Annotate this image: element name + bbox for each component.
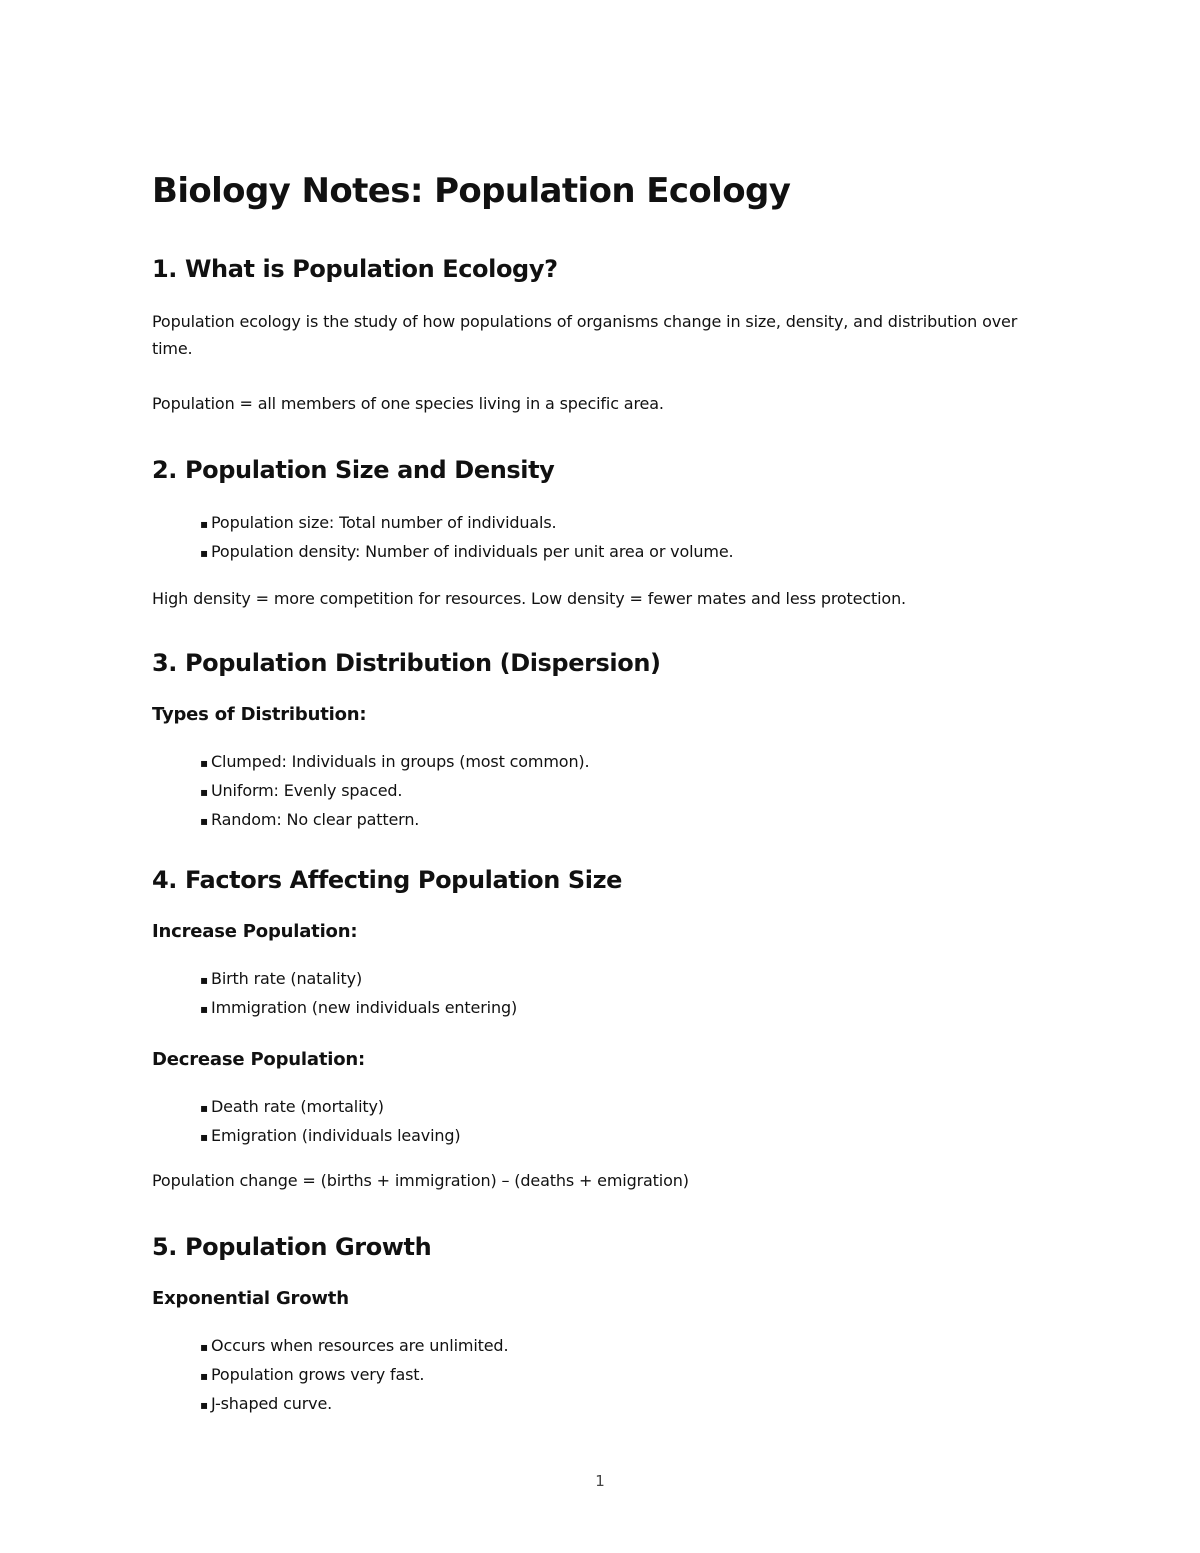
list-item	[200, 1332, 1052, 1361]
subsection-heading: Increase Population:	[152, 921, 358, 942]
bullet-icon: ▪	[200, 973, 208, 987]
list-item	[200, 538, 1052, 567]
list-item-text: Random: No clear pattern.	[211, 810, 420, 829]
bullet-icon: ▪	[200, 1369, 208, 1383]
list-item	[200, 965, 1052, 994]
list-item-text: Death rate (mortality)	[211, 1097, 384, 1116]
subsection-heading: Types of Distribution:	[152, 704, 367, 725]
paragraph: Population change = (births + immigration) – (deaths + emigration)	[152, 1171, 689, 1190]
bullet-list	[152, 1332, 1052, 1419]
list-item-text: J-shaped curve.	[211, 1394, 333, 1413]
list-item-text: Clumped: Individuals in groups (most common).	[211, 752, 590, 771]
list-item	[200, 806, 1052, 835]
subsection-heading: Exponential Growth	[152, 1288, 349, 1309]
section-heading: 2. Population Size and Density	[152, 456, 555, 484]
bullet-icon: ▪	[200, 756, 208, 770]
list-item-text: Immigration (new individuals entering)	[211, 998, 518, 1017]
list-item	[200, 1361, 1052, 1390]
bullet-icon: ▪	[200, 1002, 208, 1016]
section-heading: 5. Population Growth	[152, 1233, 432, 1261]
bullet-icon: ▪	[200, 517, 208, 531]
bullet-icon: ▪	[200, 546, 208, 560]
list-item	[200, 1390, 1052, 1419]
bullet-icon: ▪	[200, 1101, 208, 1115]
section-heading: 1. What is Population Ecology?	[152, 255, 558, 283]
section-heading: 3. Population Distribution (Dispersion)	[152, 649, 661, 677]
paragraph: High density = more competition for resources. Low density = fewer mates and less protection.	[152, 589, 906, 608]
list-item	[200, 994, 1052, 1023]
paragraph: Population ecology is the study of how populations of organisms change in size, density, and distribution over time.	[152, 312, 1018, 358]
bullet-icon: ▪	[200, 1398, 208, 1412]
list-item	[200, 777, 1052, 806]
list-item-text: Population size: Total number of individuals.	[211, 513, 557, 532]
bullet-icon: ▪	[200, 1130, 208, 1144]
bullet-list	[152, 965, 1052, 1023]
bullet-icon: ▪	[200, 785, 208, 799]
list-item-text: Population grows very fast.	[211, 1365, 425, 1384]
page-number: 1	[595, 1472, 605, 1490]
bullet-list	[152, 509, 1052, 567]
bullet-list	[152, 1093, 1052, 1151]
document-title: Biology Notes: Population Ecology	[152, 171, 791, 211]
list-item-text: Uniform: Evenly spaced.	[211, 781, 403, 800]
section-heading: 4. Factors Affecting Population Size	[152, 866, 623, 894]
list-item-text: Birth rate (natality)	[211, 969, 363, 988]
subsection-heading: Decrease Population:	[152, 1049, 365, 1070]
paragraph: Population = all members of one species living in a specific area.	[152, 394, 664, 413]
list-item	[200, 1093, 1052, 1122]
bullet-icon: ▪	[200, 1340, 208, 1354]
list-item-text: Population density: Number of individuals per unit area or volume.	[211, 542, 734, 561]
list-item-text: Emigration (individuals leaving)	[211, 1126, 461, 1145]
list-item-text: Occurs when resources are unlimited.	[211, 1336, 509, 1355]
list-item	[200, 1122, 1052, 1151]
list-item	[200, 748, 1052, 777]
document-body	[152, 168, 1052, 1435]
bullet-list	[152, 748, 1052, 835]
list-item	[200, 509, 1052, 538]
bullet-icon: ▪	[200, 814, 208, 828]
